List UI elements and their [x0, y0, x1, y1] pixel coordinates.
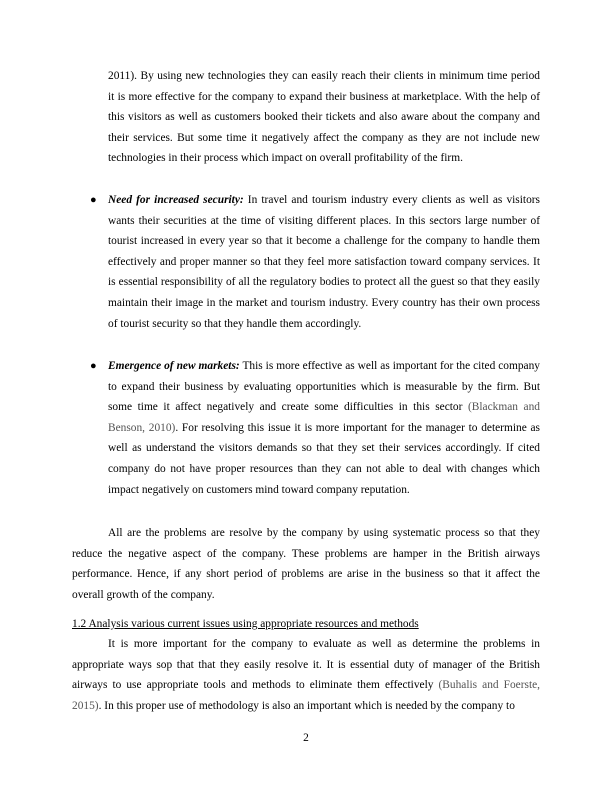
continued-paragraph-text: 2011). By using new technologies they can easily reach their clients in minimum time period it is more effective for the company to expand their business at marketplace. With the help of this visitors as well as customers booked their tickets and also aware about the company and their services. But some time it negatively affect the company as they are not include new technologies in their process which impact on overall profitability of the firm. [108, 70, 540, 165]
continued-paragraph [108, 66, 540, 169]
bullet-markets-title: Emergence of new markets: [108, 360, 240, 372]
bullet-icon: ● [90, 194, 97, 206]
section-heading [72, 614, 540, 635]
bullet-security-text: In travel and tourism industry every clients as well as visitors wants their securities at the time of visiting different places. In this sectors large number of tourist increased in every year so that it become a challenge for the company to handle them effectively and proper manner so that they feel more satisfaction toward company services. It is essential responsibility of all the regulatory bodies to protect all the guest so that they easily maintain their image in the market and tourism industry. Every country has their own process of tourist security so that they handle them accordingly. [108, 194, 540, 330]
section-paragraph-text-end: . In this proper use of methodology is also an important which is needed by the company to [98, 699, 515, 712]
bullet-markets [108, 356, 540, 500]
bullet-security [108, 190, 540, 334]
citation: (Blackman and Benson, 2010) [108, 401, 540, 434]
citation: (Buhalis and Foerste, 2015) [72, 679, 541, 712]
bullet-icon: ● [90, 360, 97, 372]
section-paragraph [72, 634, 540, 716]
bullet-security-title: Need for increased security: [108, 194, 244, 206]
section-paragraph-text: It is more important for the company to evaluate as well as determine the problems in appropriate ways sop that that they easily resolve it. It is essential duty of manager of the British airways to use appropriate tools and methods to eliminate them effectively [72, 638, 540, 692]
bullet-markets-text: This is more effective as well as important for the cited company to expand their business by evaluating opportunities which is measurable by the firm. But some time it affect negatively and create some difficulties in this sector [108, 360, 540, 414]
page-number: 2 [303, 732, 309, 744]
summary-paragraph [72, 523, 540, 605]
section-heading-text: 1.2 Analysis various current issues using appropriate resources and methods [72, 618, 419, 630]
summary-paragraph-text: All are the problems are resolve by the company by using systematic process so that they reduce the negative aspect of the company. These problems are hamper in the British airways performance. Hence, if any short period of problems are arise in the business so that it affect the overall growth of the company. [72, 527, 540, 601]
bullet-markets-text-end: . For resolving this issue it is more important for the manager to determine as well as understand the visitors demands so that they set their services accordingly. If cited company do not have proper resources than they can not able to deal with changes which impact negatively on customers mind toward company reputation. [108, 421, 540, 496]
